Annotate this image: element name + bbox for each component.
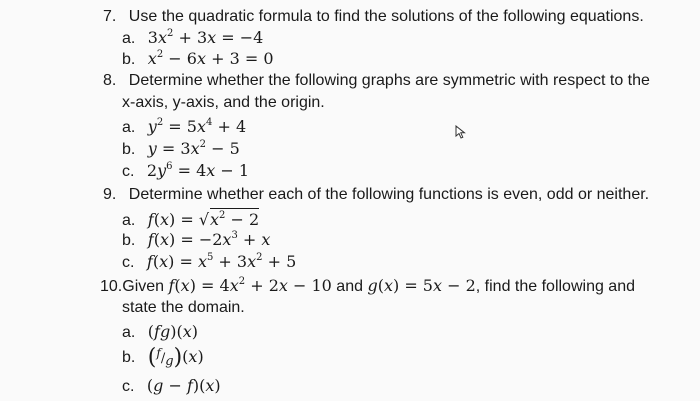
g-definition: g(x) = 5x − 2 <box>367 276 476 295</box>
problem-8-heading-cont <box>122 93 325 113</box>
item-label: b. <box>122 51 136 68</box>
problem-text: Determine whether each of the following functions is even, odd or neither. <box>128 186 650 203</box>
problem-7a <box>122 28 263 49</box>
problem-number: 9. <box>103 186 117 203</box>
item-expression: (g − f)(x) <box>146 376 221 395</box>
problem-text: Use the quadratic formula to find the solutions of the following equations. <box>128 8 644 25</box>
item-label: b. <box>122 141 136 158</box>
problem-number: 8. <box>103 72 117 89</box>
problem-number: 7. <box>103 8 117 25</box>
item-label: a. <box>122 324 136 341</box>
problem-9-heading <box>103 185 649 205</box>
problem-text: , find the following and <box>475 278 635 295</box>
item-expression: ($^f$/g)(x) <box>147 345 204 370</box>
problem-text: state the domain. <box>122 299 245 316</box>
item-expression: $f(x) = x^5 + 3x^2 + 5$ <box>146 252 297 271</box>
item-label: c. <box>122 378 135 395</box>
item-label: c. <box>122 163 135 180</box>
item-expression: $y^2 = 5x^4 + 4$ <box>147 117 247 136</box>
problem-10b <box>122 347 204 372</box>
problem-8b <box>122 139 240 160</box>
item-expression: $2y^6 = 4x - 1$ <box>146 161 250 180</box>
item-label: a. <box>122 119 136 136</box>
item-expression: $f(x) = -2x^3 + x$ <box>147 230 271 249</box>
problem-10a <box>122 322 198 343</box>
item-label: c. <box>122 254 135 271</box>
problem-10c <box>122 376 221 397</box>
item-expression: $f(x) = √x^2 - 2$ <box>147 210 260 229</box>
problem-10-heading <box>100 276 635 297</box>
problem-text: x-axis, y-axis, and the origin. <box>122 94 325 111</box>
problem-8a <box>122 117 246 138</box>
item-expression: $3x^2 + 3x = -4$ <box>147 28 264 47</box>
problem-text: Given <box>122 278 165 295</box>
problem-8c <box>122 161 249 182</box>
problem-9a <box>122 208 259 231</box>
problem-8-heading <box>103 71 650 91</box>
problem-7b <box>122 49 274 70</box>
item-expression: $y = 3x^2 - 5$ <box>147 139 240 158</box>
item-expression: $x^2 - 6x + 3 = 0$ <box>147 49 274 68</box>
item-label: b. <box>122 232 136 249</box>
problem-9c <box>122 252 296 273</box>
problem-text: Determine whether the following graphs are symmetric with respect to the <box>128 72 650 89</box>
problem-9b <box>122 230 270 251</box>
problem-7-heading <box>103 7 644 27</box>
item-expression: (fg)(x) <box>147 322 198 341</box>
problem-10-heading-cont <box>122 298 245 318</box>
problem-number: 10. <box>100 278 123 295</box>
mouse-pointer-icon <box>455 125 467 139</box>
problem-text-and: and <box>336 278 363 295</box>
f-definition: $f(x) = 4x^2 + 2x - 10$ <box>168 276 332 295</box>
item-label: a. <box>122 212 136 229</box>
item-label: a. <box>122 30 136 47</box>
item-label: b. <box>122 349 136 366</box>
